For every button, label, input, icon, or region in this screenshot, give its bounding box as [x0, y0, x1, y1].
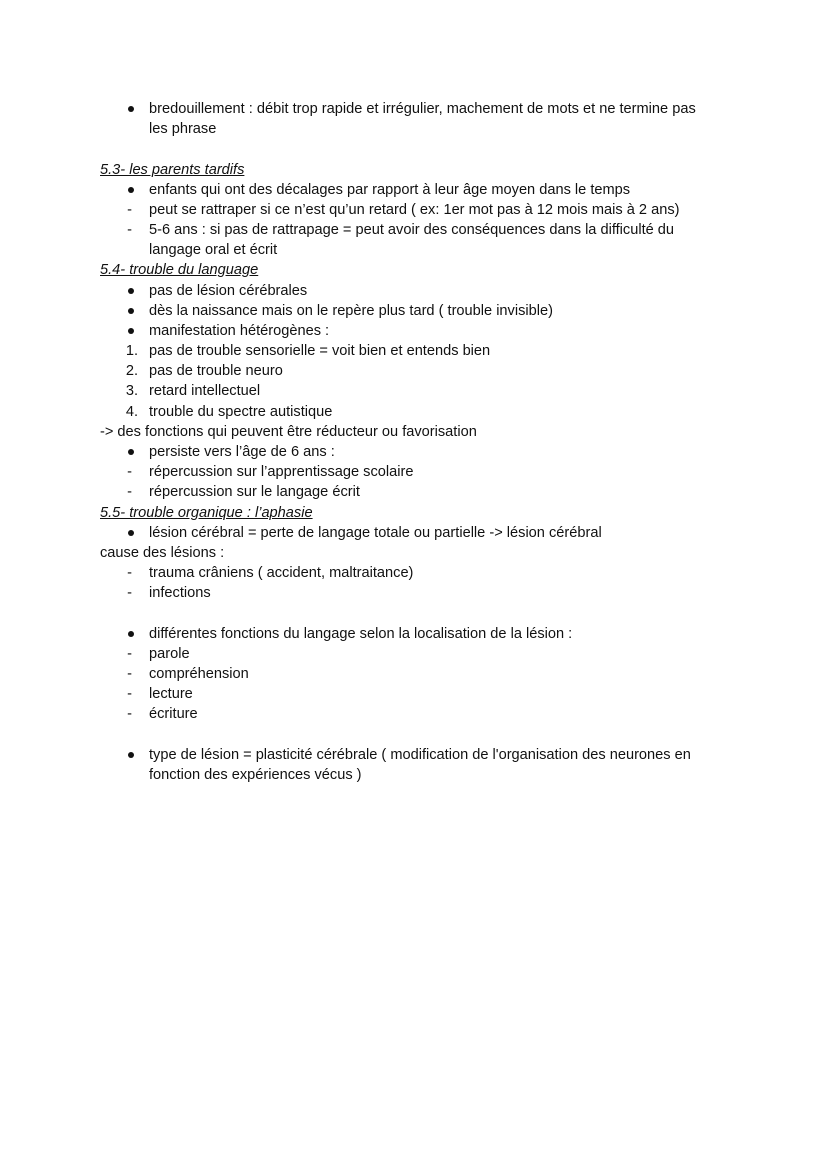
- dash-marker: -: [127, 222, 132, 238]
- section-heading: [0, 260, 828, 280]
- note-text: écriture: [149, 706, 198, 722]
- bullet-item: [0, 624, 828, 644]
- dash-marker: -: [127, 646, 132, 662]
- heading-text: 5.3- les parents tardifs: [100, 162, 245, 178]
- numbered-item: [0, 341, 828, 361]
- note-text: lésion cérébral = perte de langage totale ou partielle -> lésion cérébral: [149, 525, 602, 541]
- note-text: 5-6 ans : si pas de rattrapage = peut avoir des conséquences dans la difficulté du: [149, 222, 675, 238]
- continuation-line: [0, 119, 828, 139]
- bullet-item: [0, 321, 828, 341]
- dash-marker: -: [127, 484, 132, 500]
- note-text: type de lésion = plasticité cérébrale ( modification de l'organisation des neurones en: [149, 747, 691, 763]
- note-text: lecture: [149, 686, 193, 702]
- heading-text: 5.5- trouble organique : l’aphasie: [100, 505, 313, 521]
- dash-marker: -: [127, 706, 132, 722]
- bullet-icon: [128, 308, 134, 314]
- dash-item: [0, 583, 828, 603]
- bullet-icon: [128, 449, 134, 455]
- note-text: pas de lésion cérébrales: [149, 283, 308, 299]
- dash-item: [0, 200, 828, 220]
- dash-item: [0, 482, 828, 502]
- bullet-item: [0, 281, 828, 301]
- numbered-item: [0, 361, 828, 381]
- note-text: langage oral et écrit: [149, 242, 278, 258]
- bullet-icon: [128, 631, 134, 637]
- plain-line: [0, 543, 828, 563]
- numbered-item: [0, 402, 828, 422]
- note-text: dès la naissance mais on le repère plus tard ( trouble invisible): [149, 303, 553, 319]
- section-heading: [0, 160, 828, 180]
- bullet-icon: [128, 288, 134, 294]
- dash-item: [0, 684, 828, 704]
- bullet-icon: [128, 752, 134, 758]
- dash-marker: -: [127, 202, 132, 218]
- bullet-item: [0, 745, 828, 765]
- section-heading: [0, 503, 828, 523]
- dash-item: [0, 704, 828, 724]
- note-text: fonction des expériences vécus ): [149, 767, 362, 783]
- dash-marker: -: [127, 666, 132, 682]
- note-text: parole: [149, 646, 190, 662]
- dash-marker: -: [127, 565, 132, 581]
- dash-marker: -: [127, 686, 132, 702]
- dash-item: [0, 644, 828, 664]
- continuation-line: [0, 240, 828, 260]
- note-text: cause des lésions :: [100, 545, 225, 561]
- note-text: -> des fonctions qui peuvent être réducteur ou favorisation: [100, 424, 477, 440]
- dash-item: [0, 220, 828, 240]
- bullet-icon: [128, 106, 134, 112]
- bullet-item: [0, 99, 828, 119]
- bullet-icon: [128, 187, 134, 193]
- note-text: compréhension: [149, 666, 249, 682]
- number-marker: 1.: [125, 343, 138, 359]
- dash-marker: -: [127, 464, 132, 480]
- heading-text: 5.4- trouble du language: [100, 262, 259, 278]
- note-text: retard intellectuel: [149, 383, 261, 399]
- dash-item: [0, 462, 828, 482]
- bullet-icon: [128, 530, 134, 536]
- note-text: pas de trouble neuro: [149, 363, 283, 379]
- dash-item: [0, 563, 828, 583]
- note-text: les phrase: [149, 121, 217, 137]
- note-text: manifestation hétérogènes :: [149, 323, 330, 339]
- number-marker: 4.: [125, 404, 138, 420]
- note-text: répercussion sur l’apprentissage scolaire: [149, 464, 414, 480]
- number-marker: 3.: [125, 383, 138, 399]
- note-text: pas de trouble sensorielle = voit bien et entends bien: [149, 343, 491, 359]
- note-text: bredouillement : débit trop rapide et irrégulier, machement de mots et ne termine pas: [149, 101, 696, 117]
- bullet-item: [0, 442, 828, 462]
- bullet-item: [0, 301, 828, 321]
- number-marker: 2.: [125, 363, 138, 379]
- note-text: répercussion sur le langage écrit: [149, 484, 360, 500]
- numbered-item: [0, 381, 828, 401]
- note-text: enfants qui ont des décalages par rapport à leur âge moyen dans le temps: [149, 182, 631, 198]
- note-text: peut se rattraper si ce n’est qu’un retard ( ex: 1er mot pas à 12 mois mais à 2 ans): [149, 202, 680, 218]
- note-text: infections: [149, 585, 211, 601]
- note-text: trauma crâniens ( accident, maltraitance): [149, 565, 414, 581]
- bullet-icon: [128, 328, 134, 334]
- bullet-item: [0, 180, 828, 200]
- note-text: trouble du spectre autistique: [149, 404, 333, 420]
- note-text: différentes fonctions du langage selon la localisation de la lésion :: [149, 626, 573, 642]
- bullet-item: [0, 523, 828, 543]
- continuation-line: [0, 765, 828, 785]
- arrow-line: [0, 422, 828, 442]
- dash-item: [0, 664, 828, 684]
- dash-marker: -: [127, 585, 132, 601]
- note-text: persiste vers l’âge de 6 ans :: [149, 444, 335, 460]
